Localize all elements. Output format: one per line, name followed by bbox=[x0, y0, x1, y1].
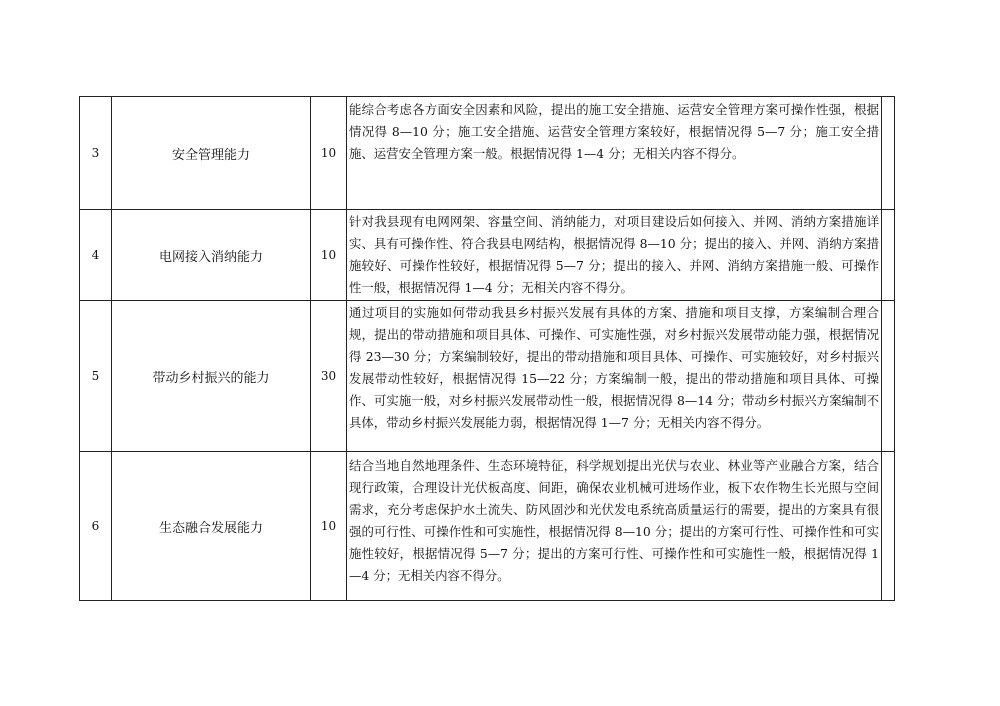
scoring-table bbox=[79, 96, 895, 601]
row-number: 6 bbox=[80, 452, 112, 601]
table-row bbox=[80, 210, 895, 301]
scoring-criteria-cell bbox=[347, 210, 882, 301]
scoring-criteria-text: 能综合考虑各方面安全因素和风险，提出的施工安全措施、运营安全管理方案可操作性强，根据情况得 8—10 分；施工安全措施、运营安全管理方案较好，根据情况得 5—7 分；施工安全措施、运营安全管理方案一般。根据情况得 1—4 分；无相关内容不得分。 bbox=[349, 102, 879, 161]
max-score: 30 bbox=[311, 301, 347, 452]
criterion-name: 生态融合发展能力 bbox=[112, 452, 311, 601]
criterion-name: 带动乡村振兴的能力 bbox=[112, 301, 311, 452]
remark-cell bbox=[882, 210, 895, 301]
scoring-criteria-text: 通过项目的实施如何带动我县乡村振兴发展有具体的方案、措施和项目支撑，方案编制合理合规，提出的带动措施和项目具体、可操作、可实施性强，对乡村振兴发展带动能力强，根据情况得 23—30 分；方案编制较好，提出的带动措施和项目具体、可操作、可实施较好，对乡村振兴发展带动性较好，根据情况得 15—22 分；方案编制一般，提出的带动措施和项目具体、可操作、可实施一般，对乡村振兴发展带动性一般，根据情况得 8—14 分；带动乡村振兴方案编制不具体，带动乡村振兴发展能力弱，根据情况得 1—7 分；无相关内容不得分。 bbox=[349, 305, 879, 430]
max-score: 10 bbox=[311, 97, 347, 210]
table-row bbox=[80, 452, 895, 601]
scoring-criteria-cell bbox=[347, 452, 882, 601]
remark-cell bbox=[882, 301, 895, 452]
criterion-name: 安全管理能力 bbox=[112, 97, 311, 210]
row-number: 5 bbox=[80, 301, 112, 452]
scoring-criteria-cell bbox=[347, 301, 882, 452]
scoring-criteria-text: 结合当地自然地理条件、生态环境特征，科学规划提出光伏与农业、林业等产业融合方案，结合现行政策，合理设计光伏板高度、间距，确保农业机械可进场作业，板下农作物生长光照与空间需求，充分考虑保护水土流失、防风固沙和光伏发电系统高质量运行的需要，提出的方案具有很强的可行性、可操作性和可实施性，根据情况得 8—10 分；提出的方案可行性、可操作性和可实施性较好，根据情况得 5—7 分；提出的方案可行性、可操作性和可实施性一般，根据情况得 1—4 分；无相关内容不得分。 bbox=[349, 458, 879, 583]
table-row bbox=[80, 97, 895, 210]
table-row bbox=[80, 301, 895, 452]
remark-cell bbox=[882, 452, 895, 601]
criterion-name: 电网接入消纳能力 bbox=[112, 210, 311, 301]
scoring-criteria-cell bbox=[347, 97, 882, 210]
max-score: 10 bbox=[311, 210, 347, 301]
row-number: 4 bbox=[80, 210, 112, 301]
remark-cell bbox=[882, 97, 895, 210]
max-score: 10 bbox=[311, 452, 347, 601]
row-number: 3 bbox=[80, 97, 112, 210]
scoring-criteria-text: 针对我县现有电网网架、容量空间、消纳能力，对项目建设后如何接入、并网、消纳方案措施详实、具有可操作性、符合我县电网结构，根据情况得 8—10 分；提出的接入、并网、消纳方案措施较好、可操作性较好，根据情况得 5—7 分；提出的接入、并网、消纳方案措施一般、可操作性一般，根据情况得 1—4 分；无相关内容不得分。 bbox=[349, 214, 879, 295]
